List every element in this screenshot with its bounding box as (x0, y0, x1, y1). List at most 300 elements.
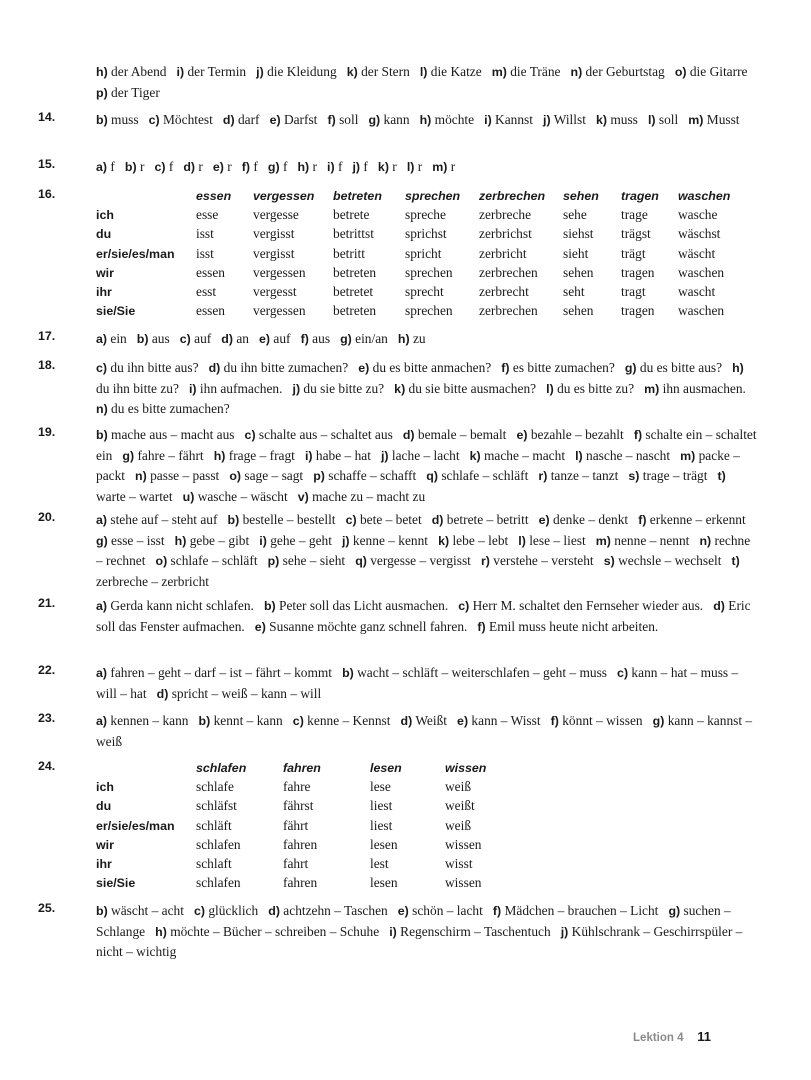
answer-text: f (279, 159, 288, 174)
answer-letter: k) (377, 160, 389, 174)
answer-text: frage – fragt (225, 447, 295, 463)
answer-item (543, 112, 586, 127)
exercise-21 (38, 596, 758, 637)
answer-letter: v) (297, 489, 309, 504)
answer-item (432, 512, 529, 527)
answer-letter: f) (633, 428, 643, 442)
answer-text: verstehe – versteht (489, 553, 594, 568)
exercise-13-continued (38, 62, 758, 103)
verb-form-cell: isst (196, 245, 214, 261)
answer-letter: i) (484, 113, 492, 127)
answer-letter: d) (208, 361, 221, 375)
verb-header: tragen (621, 188, 659, 203)
answer-item (551, 713, 643, 728)
answer-letter: c) (148, 113, 160, 127)
answer-item (96, 665, 332, 680)
verb-header: essen (196, 188, 232, 203)
answer-text: wäscht – acht (107, 903, 184, 918)
verb-form-cell: sprecht (405, 284, 444, 300)
answer-letter: r) (480, 554, 490, 568)
answer-text: esse – isst (107, 532, 165, 548)
verb-form-cell: vergessen (253, 264, 306, 280)
answer-text: nenne – nennt (610, 532, 690, 548)
lesson-label: Lektion 4 (633, 1032, 684, 1044)
answer-item (389, 924, 550, 939)
answer-text: du sie bitte ausmachen? (405, 380, 537, 396)
answer-letter: u) (182, 489, 195, 504)
answer-text: du ihn bitte zumachen? (220, 360, 349, 375)
verb-form-cell: schlaft (196, 856, 232, 872)
answer-item (125, 159, 145, 174)
answer-item (268, 553, 346, 568)
verb-form-cell: sprechen (405, 264, 453, 280)
answer-letter: a) (96, 332, 108, 346)
answer-letter: f) (327, 113, 336, 127)
answer-text: tanze – tanzt (547, 468, 619, 483)
answer-item (298, 489, 425, 504)
answer-text: bestelle – bestellt (239, 512, 336, 527)
answer-letter: d) (156, 686, 169, 701)
verb-form-cell: wissen (445, 875, 482, 891)
verb-form-cell: spreche (405, 206, 446, 222)
exercise-number: 25. (38, 901, 56, 915)
page-footer (633, 1029, 711, 1044)
answer-letter: f) (492, 904, 502, 918)
answer-item (340, 331, 388, 346)
verb-form-cell: tragen (621, 264, 655, 280)
answer-letter: h) (174, 533, 187, 548)
answer-text: mache zu – macht zu (308, 488, 426, 504)
answer-text: möchte – Bücher – schreiben – Schuhe (166, 923, 380, 939)
answer-text: du es bitte zumachen? (107, 401, 230, 416)
answer-letter: e) (269, 113, 281, 127)
answer-item (420, 112, 474, 127)
answer-item (301, 331, 330, 346)
verb-form-cell: trage (621, 206, 648, 222)
answer-text: bete – betet (356, 512, 422, 527)
answer-text: Peter soll das Licht ausmachen. (275, 598, 449, 613)
exercise-24 (38, 758, 758, 893)
answer-text: f (334, 159, 343, 174)
verb-form-cell: siehst (563, 226, 594, 242)
verb-form-cell: zerbrechen (479, 303, 538, 319)
answer-item (223, 112, 260, 127)
answer-item (96, 159, 115, 174)
answer-letter: c) (96, 361, 108, 375)
answer-letter: e) (358, 361, 370, 375)
answer-item (477, 619, 658, 634)
answer-item (259, 331, 290, 346)
answer-letter: e) (397, 904, 409, 918)
answer-item (228, 512, 336, 527)
answer-item (96, 713, 188, 728)
exercise-22 (38, 663, 758, 704)
exercise-number: 24. (38, 759, 56, 773)
answer-letter: t) (731, 554, 740, 568)
answer-text: r (195, 159, 203, 174)
answer-text: kann – hat – muss – will – hat (96, 665, 739, 701)
answer-item (180, 331, 211, 346)
answer-text: muss (607, 112, 638, 127)
answer-item (493, 903, 659, 918)
verb-form-cell: esse (196, 206, 219, 222)
answer-text: ihn ausmachen. (659, 380, 746, 396)
answer-letter: a) (96, 714, 108, 728)
answer-text: trage – trägt (639, 468, 708, 483)
verb-form-cell: tragen (621, 303, 655, 319)
answer-letter: c) (193, 904, 206, 918)
answer-text: r (136, 159, 145, 174)
answer-item (229, 468, 303, 483)
table-row (96, 263, 738, 282)
answer-text: der Termin (184, 64, 247, 79)
answer-text: f (250, 159, 258, 174)
answer-text: ein/an (351, 331, 388, 346)
verb-header: betreten (333, 188, 382, 203)
verb-form-cell: wasche (678, 206, 718, 222)
answer-letter: c) (345, 513, 357, 527)
answer-item (346, 512, 422, 527)
answer-item (96, 85, 160, 100)
answer-item (177, 64, 247, 79)
answer-item (96, 598, 254, 613)
verb-form-cell: wascht (678, 284, 716, 300)
answer-item (155, 924, 379, 939)
answer-item (157, 686, 322, 701)
answer-text: habe – hat (312, 447, 371, 463)
answer-letter: h) (213, 448, 226, 463)
answer-text: kenne – kennt (349, 532, 429, 548)
answer-item (398, 331, 426, 346)
conjugation-table-24 (96, 758, 505, 893)
verb-form-cell: betreten (333, 303, 377, 319)
verb-form-cell: betrittst (333, 226, 374, 242)
answer-item (407, 159, 422, 174)
verb-form-cell: essen (196, 303, 226, 319)
exercise-23 (38, 711, 758, 751)
answer-text: gebe – gibt (186, 532, 250, 548)
answer-letter: b) (342, 666, 354, 680)
answer-letter: d) (402, 428, 415, 442)
answer-letter: a) (96, 599, 108, 613)
verb-form-cell: betretet (333, 284, 374, 300)
answer-letter: j) (292, 381, 301, 396)
verb-form-cell: spricht (405, 245, 442, 261)
answer-text: kann (380, 112, 410, 127)
answer-item (96, 533, 165, 548)
answer-letter: g) (368, 113, 381, 127)
verb-form-cell: liest (370, 817, 393, 833)
answer-text: schlafe – schläft (437, 468, 529, 483)
answer-item (327, 159, 342, 174)
answer-letter: m) (644, 381, 660, 396)
answer-letter: e) (457, 714, 469, 728)
answer-letter: t) (717, 469, 726, 483)
verb-form-cell: schlafen (196, 836, 241, 852)
verb-form-cell: essen (196, 264, 226, 280)
answer-item (209, 360, 349, 375)
verb-form-cell: vergisst (253, 245, 295, 261)
answer-letter: k) (394, 381, 406, 396)
answer-text: betrete – betritt (443, 512, 529, 527)
answer-item (96, 903, 184, 918)
exercise-number: 14. (38, 110, 56, 124)
answer-letter: h) (419, 113, 432, 127)
conjugation-table-16 (96, 186, 738, 321)
answer-text: aus (308, 331, 331, 346)
table-row (96, 797, 505, 816)
answer-text: kann – Wisst (468, 713, 541, 728)
answer-text: könnt – wissen (558, 713, 643, 728)
answer-letter: i) (259, 533, 267, 548)
answer-item (175, 533, 250, 548)
answer-letter: d) (431, 513, 444, 527)
answer-letter: d) (221, 332, 233, 346)
verb-header: sprechen (405, 188, 461, 203)
answer-item (213, 159, 232, 174)
answer-item (96, 360, 199, 375)
answer-letter: g) (624, 361, 637, 375)
verb-form-cell: zerbreche (479, 206, 532, 222)
answer-text: suchen – Schlange (96, 903, 731, 939)
verb-form-cell: seht (563, 284, 585, 300)
answer-text: darf (234, 112, 260, 127)
table-row (96, 302, 738, 321)
answer-letter: b) (96, 113, 108, 127)
answer-letter: c) (292, 714, 304, 728)
answer-item (470, 448, 565, 463)
answer-letter: m) (491, 65, 507, 79)
answer-item (259, 533, 332, 548)
answer-item (214, 448, 295, 463)
answer-letter: n) (699, 533, 712, 548)
answer-text: Mädchen – brauchen – Licht (501, 903, 659, 918)
answer-item (457, 713, 541, 728)
answer-item (135, 468, 219, 483)
verb-form-cell: fahren (283, 836, 318, 852)
exercise-14 (38, 110, 758, 131)
answer-text: spricht – weiß – kann – will (168, 685, 322, 701)
answer-item (347, 64, 410, 79)
exercise-16 (38, 186, 758, 321)
verb-form-cell: weißt (445, 798, 475, 814)
answer-letter: d) (222, 113, 235, 127)
answer-letter: l) (575, 448, 583, 463)
answer-item (378, 159, 397, 174)
answer-letter: i) (327, 160, 335, 174)
answer-text: Gerda kann nicht schlafen. (107, 598, 254, 613)
table-row (96, 244, 738, 263)
table-row (96, 777, 505, 796)
answer-item (398, 903, 483, 918)
answer-text: r (414, 159, 423, 174)
answer-text: Möchtest (159, 112, 213, 127)
answer-text: achtzehn – Taschen (279, 903, 388, 918)
verb-form-cell: wisst (445, 856, 473, 872)
answer-text: möchte (431, 112, 475, 127)
answer-text: wechsle – wechselt (614, 553, 722, 568)
answer-letter: h) (732, 361, 744, 375)
answer-text: schalte ein – schaltet ein (96, 427, 757, 463)
answer-letter: b) (227, 513, 240, 527)
verb-form-cell: schlafe (196, 778, 234, 794)
answer-text: Kannst (491, 112, 533, 127)
answer-item (137, 331, 170, 346)
answer-letter: q) (355, 554, 367, 568)
answer-text: gehe – geht (266, 532, 332, 548)
answer-text: bezahle – bezahlt (527, 427, 624, 442)
answer-item (327, 112, 358, 127)
answer-letter: j) (352, 160, 361, 174)
answer-letter: i) (389, 924, 397, 939)
answer-item (358, 360, 491, 375)
exercise-number: 15. (38, 157, 56, 171)
answer-item (96, 112, 139, 127)
answer-letter: j) (380, 448, 389, 463)
answer-text: der Geburtstag (582, 64, 665, 79)
answer-text: sage – sagt (241, 468, 304, 483)
answer-letter: l) (518, 533, 526, 548)
answer-item (426, 468, 528, 483)
answer-item (675, 64, 748, 79)
answer-letter: h) (96, 65, 108, 79)
answer-item (368, 112, 409, 127)
pronoun-cell: du (96, 227, 112, 242)
answer-letter: f) (501, 361, 510, 375)
answer-text: auf (270, 331, 291, 346)
answer-text: packe – packt (96, 447, 740, 483)
verb-form-cell: sehen (563, 264, 594, 280)
exercise-number: 20. (38, 510, 56, 524)
verb-header: lesen (370, 760, 402, 775)
answer-letter: o) (229, 469, 242, 483)
answer-item (518, 533, 585, 548)
exercise-17 (38, 329, 758, 350)
answer-text: bemale – bemalt (414, 427, 507, 442)
answer-text: nasche – nascht (582, 447, 671, 463)
answer-text: es bitte zumachen? (509, 360, 615, 375)
answer-letter: p) (267, 554, 280, 568)
verb-form-cell: waschen (678, 264, 725, 280)
answer-item (122, 448, 203, 463)
answer-text: schalte aus – schaltet aus (255, 427, 393, 442)
answer-text: Regenschirm – Taschentuch (396, 923, 551, 939)
answer-text: aus (148, 331, 170, 346)
answer-letter: e) (516, 428, 528, 442)
answer-letter: k) (469, 448, 481, 463)
answer-item (604, 553, 722, 568)
table-header-row (96, 758, 505, 777)
answer-item (546, 381, 634, 396)
answer-text: Susanne möchte ganz schnell fahren. (265, 618, 468, 634)
answer-letter: h) (155, 924, 167, 939)
answer-letter: f) (550, 714, 559, 728)
answer-item (270, 112, 318, 127)
verb-form-cell: isst (196, 226, 214, 242)
answer-letter: d) (400, 714, 413, 728)
answer-letter: j) (256, 65, 264, 79)
verb-form-cell: trägt (621, 245, 646, 261)
answer-text: an (232, 331, 249, 346)
exercise-number: 16. (38, 187, 56, 201)
answer-letter: o) (155, 554, 168, 568)
answer-letter: m) (688, 113, 704, 127)
answer-text: lache – lacht (388, 447, 460, 463)
answer-item (628, 468, 707, 483)
answer-item (538, 468, 618, 483)
answer-letter: c) (179, 332, 191, 346)
answer-item (268, 903, 387, 918)
answer-letter: c) (154, 160, 166, 174)
pronoun-cell: er/sie/es/man (96, 818, 175, 833)
answer-item (221, 331, 249, 346)
verb-form-cell: betritt (333, 245, 365, 261)
answer-letter: p) (96, 85, 108, 100)
answer-text: passe – passt (146, 468, 220, 483)
answer-letter: d) (713, 599, 725, 613)
verb-header: vergessen (253, 188, 315, 203)
verb-form-cell: wäschst (678, 226, 721, 242)
table-header-row (96, 186, 738, 205)
answer-item (305, 448, 371, 463)
verb-form-cell: fahre (283, 778, 311, 794)
answer-text: du es bitte zu? (553, 380, 635, 396)
answer-letter: e) (259, 332, 271, 346)
answer-text: kann – kannst – weiß (96, 713, 753, 749)
answer-letter: k) (346, 65, 358, 79)
answer-item (648, 112, 678, 127)
exercise-number: 23. (38, 711, 56, 725)
answer-text: wasche – wäscht (194, 488, 288, 504)
pronoun-cell: ihr (96, 857, 112, 872)
verb-form-cell: betrete (333, 206, 370, 222)
verb-form-cell: schlafen (196, 875, 241, 891)
answer-letter: n) (135, 469, 147, 483)
verb-form-cell: lest (370, 856, 389, 872)
verb-form-cell: lese (370, 778, 391, 794)
answer-text: die Träne (506, 64, 561, 79)
answer-text: Herr M. schaltet den Fernseher wieder aus. (469, 598, 704, 613)
answer-item (149, 112, 213, 127)
answer-letter: d) (268, 904, 280, 918)
answer-letter: e) (254, 619, 266, 634)
verb-form-cell: vergessen (253, 303, 306, 319)
answer-letter: d) (183, 160, 196, 174)
verb-form-cell: zerbrichst (479, 226, 532, 242)
verb-form-cell: tragt (621, 284, 646, 300)
answer-item (403, 427, 507, 442)
answer-item (420, 64, 482, 79)
answer-letter: a) (96, 666, 108, 680)
answer-text: r (388, 159, 397, 174)
verb-header: wissen (445, 760, 487, 775)
answer-item (264, 598, 448, 613)
answer-letter: b) (198, 714, 211, 728)
answer-letter: s) (603, 554, 615, 568)
answer-text: f (360, 159, 368, 174)
answer-letter: b) (96, 904, 108, 918)
answer-letter: b) (124, 160, 137, 174)
answer-item (183, 489, 288, 504)
answer-letter: m) (432, 160, 448, 174)
answer-text: der Tiger (107, 84, 160, 100)
answer-letter: g) (267, 160, 280, 174)
verb-form-cell: weiß (445, 817, 472, 833)
answer-letter: e) (538, 513, 550, 527)
answer-item (355, 553, 471, 568)
pronoun-cell: sie/Sie (96, 304, 136, 319)
answer-text: warte – wartet (96, 488, 173, 504)
